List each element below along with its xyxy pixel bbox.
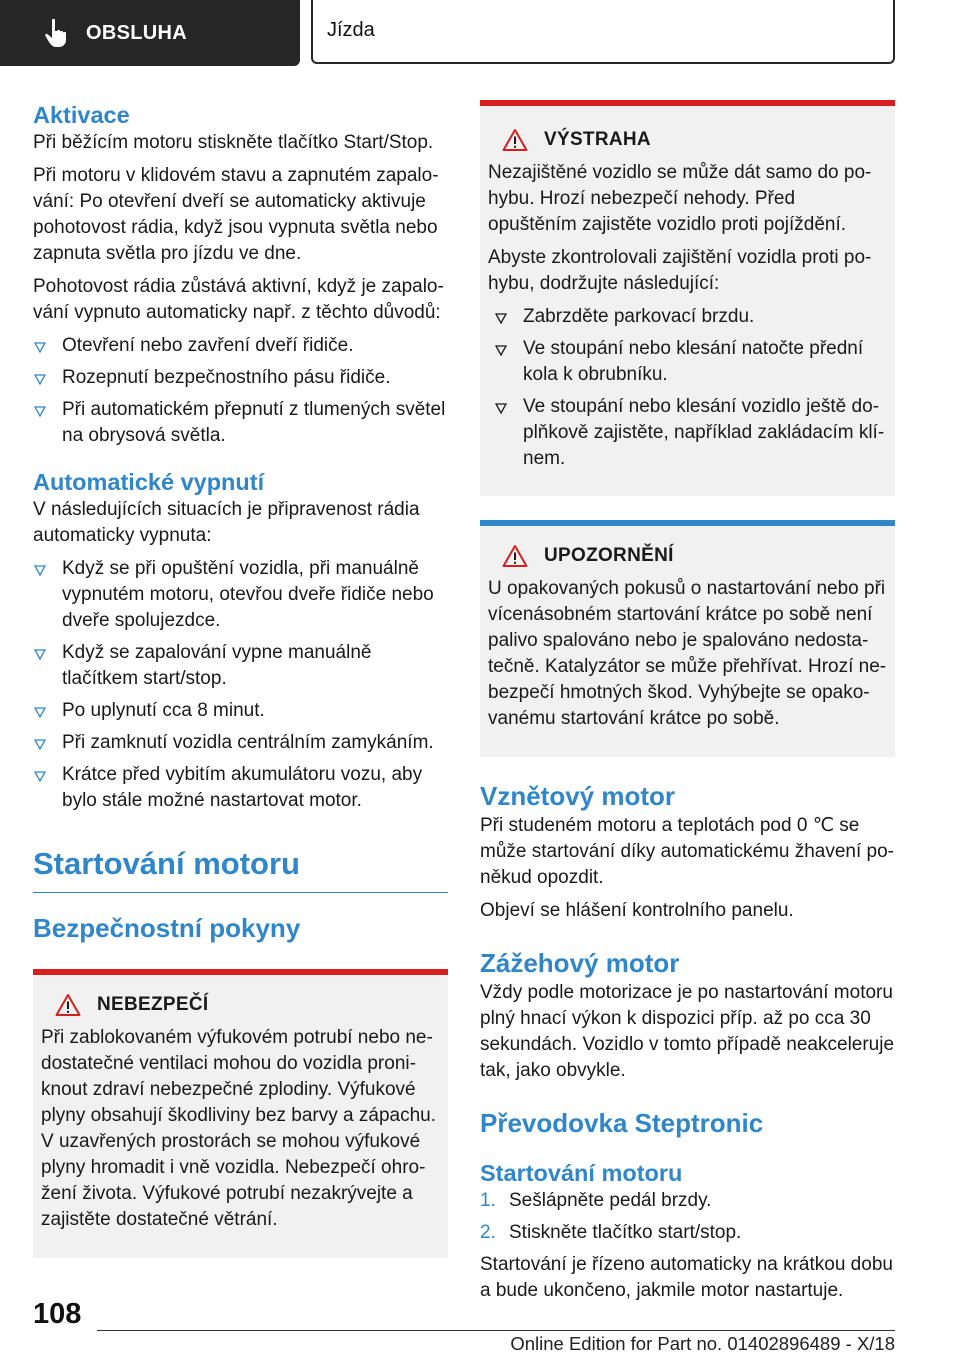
list-item-text: Když se při opuštění vozidla, při manuálně vypnutém motoru, otevřou dveře řidiče nebo dveře spolujezdce. xyxy=(62,558,434,631)
caution-header xyxy=(488,544,887,568)
paragraph: Při motoru v klidovém stavu a zapnutém zapalování: Po otevření dveří se automaticky aktivuje pohotovost rádia, když jsou vypnuta světla nebo zapnuta světla pro jízdu ve dne. xyxy=(33,165,439,264)
list-item xyxy=(494,336,887,388)
list-item xyxy=(480,1188,895,1214)
list-item xyxy=(33,730,448,756)
heading-steptronic: Převodovka Steptronic xyxy=(480,1108,764,1138)
paragraph: Startování je řízeno automaticky na krátkou dobu a bude ukončeno, jakmile motor nastartuje. xyxy=(480,1254,893,1301)
step-number: 1. xyxy=(480,1190,496,1211)
danger-text: Při zablokovaném výfukovém potrubí nebo nedostatečné ventilaci mohou do vozidla proniknout zdraví nebezpečné zplodiny. Výfukové plyny obsahují škodliviny bez barvy a zápachu. V uzavřených prostorách se mohou výfukové plyny hromadit i vně vozidla. Nebezpečí ohrožení života. Výfukové potrubí nezakrývejte a zajistěte dostatečné větrání. xyxy=(41,1027,437,1230)
triangle-bullet-icon xyxy=(34,374,46,385)
warning-text: Abyste zkontrolovali zajištění vozidla proti pohybu, dodržujte následující: xyxy=(488,247,872,294)
breadcrumb xyxy=(311,0,895,64)
heading-activation: Aktivace xyxy=(33,102,130,128)
auto-off-list xyxy=(33,556,448,814)
warning-header xyxy=(488,128,887,152)
caution-box xyxy=(480,520,895,757)
step-number: 2. xyxy=(480,1222,496,1243)
list-item-text: Když se zapalování vypne manuálně tlačítkem start/stop. xyxy=(62,642,372,689)
paragraph: Při studeném motoru a teplotách pod 0 ℃ se může startování díky automatickému žhavení poněkud opozdit. xyxy=(480,815,894,888)
list-item-text: Sešlápněte pedál brzdy. xyxy=(509,1190,712,1211)
list-item-text: Po uplynutí cca 8 minut. xyxy=(62,700,265,721)
warning-triangle-icon xyxy=(55,993,81,1017)
triangle-bullet-icon xyxy=(34,342,46,353)
paragraph: Vždy podle motorizace je po nastartování motoru plný hnací výkon k dispozici příp. až po cca 30 sekundách. Vozidlo v tomto případě neakceleruje tak, jako obvykle. xyxy=(480,982,895,1081)
list-item xyxy=(33,333,448,359)
hand-pointer-icon xyxy=(44,18,70,48)
warning-title: VÝSTRAHA xyxy=(544,129,651,150)
warning-list xyxy=(494,304,887,472)
list-item xyxy=(33,640,448,692)
footer-rule xyxy=(97,1330,895,1331)
section-tab xyxy=(0,0,300,66)
heading-diesel: Vznětový motor xyxy=(480,781,676,811)
breadcrumb-label: Jízda xyxy=(327,18,375,41)
warning-text: Nezajištěné vozidlo se může dát samo do pohybu. Hrozí nebezpečí nehody. Před opuštěním zajistěte vozidlo proti pojíždění. xyxy=(488,162,872,235)
page-number: 108 xyxy=(33,1298,82,1330)
list-item xyxy=(33,365,448,391)
list-item-text: Stiskněte tlačítko start/stop. xyxy=(509,1222,742,1243)
list-item-text: Při automatickém přepnutí z tlumených světel na obrysová světla. xyxy=(62,399,446,446)
triangle-bullet-icon xyxy=(495,313,507,324)
heading-safety: Bezpečnostní pokyny xyxy=(33,913,301,943)
warning-box xyxy=(480,100,895,496)
right-column xyxy=(480,100,895,1311)
list-item xyxy=(33,698,448,724)
section-tab-label: OBSLUHA xyxy=(86,21,187,44)
triangle-bullet-icon xyxy=(34,771,46,782)
triangle-bullet-icon xyxy=(34,565,46,576)
danger-title: NEBEZPEČÍ xyxy=(97,994,209,1015)
edition-note: Online Edition for Part no. 01402896489 - X/18 xyxy=(510,1333,895,1354)
triangle-bullet-icon xyxy=(34,739,46,750)
triangle-bullet-icon xyxy=(34,707,46,718)
triangle-bullet-icon xyxy=(34,406,46,417)
list-item-text: Při zamknutí vozidla centrálním zamykáním. xyxy=(62,732,434,753)
paragraph: Při běžícím motoru stiskněte tlačítko Start/Stop. xyxy=(33,132,434,153)
heading-petrol: Zážehový motor xyxy=(480,948,680,978)
heading-steptronic-start: Startování motoru xyxy=(480,1160,683,1186)
warning-triangle-icon xyxy=(502,544,528,568)
caution-text: U opakovaných pokusů o nastartování nebo při vícenásobném startování krátce po sobě není palivo spalováno nebo je spalováno nedostatečně. Katalyzátor se může přehřívat. Hrozí nebezpečí hmotných škod. Vyhýbejte se opakovanému startování krátce po sobě. xyxy=(488,578,887,729)
activation-list xyxy=(33,333,448,449)
paragraph: Pohotovost rádia zůstává aktivní, když je zapalování vypnuto automaticky např. z těchto důvodů: xyxy=(33,276,444,323)
triangle-bullet-icon xyxy=(34,649,46,660)
danger-box xyxy=(33,969,448,1258)
list-item-text: Otevření nebo zavření dveří řidiče. xyxy=(62,335,354,356)
left-column xyxy=(33,100,448,1258)
list-item xyxy=(494,394,887,472)
steps-list xyxy=(480,1188,895,1246)
list-item xyxy=(33,762,448,814)
list-item-text: Krátce před vybitím akumulátoru vozu, aby bylo stále možné nastartovat motor. xyxy=(62,764,423,811)
list-item-text: Rozepnutí bezpečnostního pásu řidiče. xyxy=(62,367,391,388)
paragraph: V následujících situacích je připravenost rádia automaticky vypnuta: xyxy=(33,499,420,546)
list-item xyxy=(494,304,887,330)
warning-triangle-icon xyxy=(502,128,528,152)
list-item xyxy=(33,556,448,634)
list-item xyxy=(480,1220,895,1246)
danger-header xyxy=(41,993,440,1017)
chapter-title: Startování motoru xyxy=(33,844,448,893)
list-item-text: Ve stoupání nebo klesání natočte přední kola k obrubníku. xyxy=(523,338,864,385)
caution-title: UPOZORNĚNÍ xyxy=(544,545,674,566)
list-item xyxy=(33,397,448,449)
list-item-text: Ve stoupání nebo klesání vozidlo ještě doplňkově zajistěte, například zakládacím klínem. xyxy=(523,396,885,469)
triangle-bullet-icon xyxy=(495,345,507,356)
paragraph: Objeví se hlášení kontrolního panelu. xyxy=(480,900,794,921)
list-item-text: Zabrzděte parkovací brzdu. xyxy=(523,306,755,327)
heading-auto-off: Automatické vypnutí xyxy=(33,469,265,495)
triangle-bullet-icon xyxy=(495,403,507,414)
